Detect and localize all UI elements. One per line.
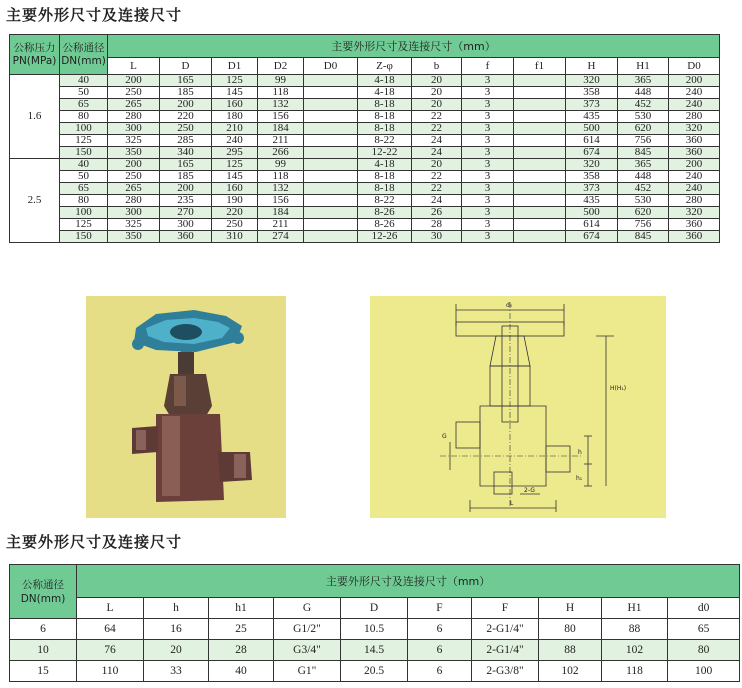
table-cell: 20: [412, 75, 462, 87]
table-cell: 200: [108, 159, 160, 171]
table-cell: 3: [462, 159, 514, 171]
table-cell: [304, 183, 358, 195]
table-cell: 50: [60, 87, 108, 99]
table-cell: 22: [412, 171, 462, 183]
table-cell: 530: [618, 195, 669, 207]
table-cell: 220: [212, 207, 258, 219]
table-cell: 8-26: [358, 219, 412, 231]
table-cell: 65: [668, 619, 740, 640]
table-cell: 280: [108, 111, 160, 123]
table-cell: 10: [10, 640, 77, 661]
table-cell: 118: [258, 87, 304, 99]
table-cell: 295: [212, 147, 258, 159]
table-cell: 4-18: [358, 159, 412, 171]
column-header: H1: [618, 58, 669, 75]
table-cell: 620: [618, 207, 669, 219]
label-hh1: H(H₁): [610, 385, 627, 392]
table-cell: 280: [108, 195, 160, 207]
table-cell: 10.5: [341, 619, 408, 640]
table-cell: 300: [160, 219, 212, 231]
table-cell: 20: [144, 640, 209, 661]
dimensions-table-threaded: [9, 564, 740, 682]
table-cell: 240: [669, 171, 720, 183]
valve-section-diagram: [370, 296, 666, 518]
table-row: [10, 99, 720, 111]
table-cell: 250: [108, 171, 160, 183]
column-header: F: [472, 598, 539, 619]
table-cell: 200: [108, 75, 160, 87]
table-cell: 76: [77, 640, 144, 661]
table-cell: 8-18: [358, 123, 412, 135]
table-cell: 50: [60, 171, 108, 183]
table-cell: 435: [566, 111, 618, 123]
table-cell: 452: [618, 183, 669, 195]
table-cell: [304, 99, 358, 111]
table-cell: 310: [212, 231, 258, 243]
table-cell: 3: [462, 99, 514, 111]
table-cell: 448: [618, 87, 669, 99]
table-cell: 845: [618, 231, 669, 243]
table-cell: 185: [160, 171, 212, 183]
column-header: f1: [514, 58, 566, 75]
label-l: L: [510, 500, 514, 507]
table-cell: 3: [462, 195, 514, 207]
group-header: 主要外形尺寸及连接尺寸（mm）: [108, 35, 720, 58]
table-cell: 274: [258, 231, 304, 243]
table-cell: 28: [412, 219, 462, 231]
table-cell: 80: [668, 640, 740, 661]
table-cell: 360: [669, 135, 720, 147]
table-cell: 365: [618, 159, 669, 171]
table-cell: 165: [160, 159, 212, 171]
table-cell: 16: [144, 619, 209, 640]
table-cell: 150: [60, 231, 108, 243]
table-cell: 530: [618, 111, 669, 123]
table-cell: 8-18: [358, 183, 412, 195]
table-row: [10, 75, 720, 87]
table-cell: 674: [566, 231, 618, 243]
table-cell: 22: [412, 183, 462, 195]
table-cell: 756: [618, 135, 669, 147]
table-cell: 614: [566, 219, 618, 231]
table-cell: [304, 159, 358, 171]
table-cell: 3: [462, 87, 514, 99]
table-cell: 65: [60, 183, 108, 195]
table-cell: 30: [412, 231, 462, 243]
table-cell: 8-26: [358, 207, 412, 219]
table-cell: 132: [258, 99, 304, 111]
table-cell: 220: [160, 111, 212, 123]
table-cell: 80: [60, 111, 108, 123]
column-header: D2: [258, 58, 304, 75]
table-cell: 40: [60, 159, 108, 171]
column-header: d0: [668, 598, 740, 619]
column-header: L: [77, 598, 144, 619]
table-cell: [304, 123, 358, 135]
table-cell: 40: [209, 661, 274, 682]
table-cell: [514, 135, 566, 147]
column-header: D: [160, 58, 212, 75]
column-header: h1: [209, 598, 274, 619]
table-row: [10, 111, 720, 123]
table-cell: 125: [60, 135, 108, 147]
table-cell: 620: [618, 123, 669, 135]
table-cell: [514, 147, 566, 159]
table-cell: 350: [108, 147, 160, 159]
table-cell: [304, 219, 358, 231]
table-cell: [304, 231, 358, 243]
table-cell: 118: [258, 171, 304, 183]
table-cell: 150: [60, 147, 108, 159]
table-cell: 125: [60, 219, 108, 231]
table-cell: [514, 111, 566, 123]
table-cell: 2-G1/4": [472, 619, 539, 640]
table-cell: [304, 111, 358, 123]
table-cell: 200: [160, 99, 212, 111]
table-cell: 358: [566, 171, 618, 183]
table-cell: 26: [412, 207, 462, 219]
table-cell: 28: [209, 640, 274, 661]
table-cell: [514, 207, 566, 219]
table-cell: 270: [160, 207, 212, 219]
table-cell: 102: [539, 661, 602, 682]
table-cell: 22: [412, 111, 462, 123]
table-cell: 100: [60, 207, 108, 219]
table-cell: [304, 75, 358, 87]
column-header: D1: [212, 58, 258, 75]
table-cell: 211: [258, 219, 304, 231]
table-cell: 452: [618, 99, 669, 111]
table-cell: [514, 231, 566, 243]
table-cell: G1": [274, 661, 341, 682]
table-cell: 325: [108, 219, 160, 231]
pn-header: 公称压力 PN(MPa): [10, 35, 60, 75]
label-d0: d₀: [506, 302, 513, 309]
table-cell: 20: [412, 99, 462, 111]
table-cell: 6: [10, 619, 77, 640]
table-cell: 360: [669, 219, 720, 231]
table-cell: 180: [212, 111, 258, 123]
table-row: [10, 640, 740, 661]
table-cell: [304, 135, 358, 147]
column-header: D: [341, 598, 408, 619]
table-cell: 8-22: [358, 135, 412, 147]
table-cell: [514, 123, 566, 135]
column-header: b: [412, 58, 462, 75]
table-cell: [514, 183, 566, 195]
table-cell: [304, 171, 358, 183]
table-cell: 20.5: [341, 661, 408, 682]
column-header: H: [539, 598, 602, 619]
table-cell: 3: [462, 183, 514, 195]
table-row: [10, 135, 720, 147]
column-header: H1: [602, 598, 668, 619]
table-cell: G3/4": [274, 640, 341, 661]
table-cell: 3: [462, 147, 514, 159]
table-cell: 4-18: [358, 75, 412, 87]
table-cell: 8-18: [358, 171, 412, 183]
table-cell: 6: [408, 640, 472, 661]
table-cell: 8-22: [358, 195, 412, 207]
table-cell: 235: [160, 195, 212, 207]
table-cell: 8-18: [358, 111, 412, 123]
table-cell: 2-G3/8": [472, 661, 539, 682]
table-cell: 358: [566, 87, 618, 99]
column-header: G: [274, 598, 341, 619]
table-cell: 33: [144, 661, 209, 682]
table-cell: [514, 195, 566, 207]
table-cell: 156: [258, 111, 304, 123]
table-cell: 320: [669, 123, 720, 135]
table-cell: 12-26: [358, 231, 412, 243]
section2-title: 主要外形尺寸及连接尺寸: [6, 533, 183, 551]
table-row: [10, 171, 720, 183]
table-cell: 4-18: [358, 87, 412, 99]
table-cell: 64: [77, 619, 144, 640]
table-row: [10, 87, 720, 99]
table-cell: [514, 219, 566, 231]
column-header: f: [462, 58, 514, 75]
table-cell: 100: [60, 123, 108, 135]
table-cell: 80: [539, 619, 602, 640]
table-cell: 184: [258, 207, 304, 219]
table-cell: 160: [212, 99, 258, 111]
table-cell: 14.5: [341, 640, 408, 661]
table-cell: [514, 159, 566, 171]
table-cell: 132: [258, 183, 304, 195]
table-cell: 125: [212, 159, 258, 171]
table-row: [10, 619, 740, 640]
table-row: [10, 183, 720, 195]
table-cell: 360: [669, 231, 720, 243]
table-cell: 165: [160, 75, 212, 87]
table-cell: 3: [462, 123, 514, 135]
table-cell: 756: [618, 219, 669, 231]
label-2g: 2-G: [524, 487, 535, 494]
table-cell: 845: [618, 147, 669, 159]
table-cell: 320: [566, 159, 618, 171]
table-cell: 3: [462, 207, 514, 219]
table-cell: 24: [412, 135, 462, 147]
table-cell: 80: [60, 195, 108, 207]
column-header: L: [108, 58, 160, 75]
table-cell: 240: [669, 87, 720, 99]
table-cell: 285: [160, 135, 212, 147]
table-cell: 280: [669, 111, 720, 123]
table-row: [10, 147, 720, 159]
table-cell: [514, 171, 566, 183]
needle-valve-image: [86, 296, 286, 518]
table-cell: 12-22: [358, 147, 412, 159]
table-cell: 250: [212, 219, 258, 231]
table-cell: 145: [212, 171, 258, 183]
section1-title: 主要外形尺寸及连接尺寸: [6, 6, 183, 24]
table-cell: 300: [108, 123, 160, 135]
table-row: [10, 661, 740, 682]
table-cell: 99: [258, 75, 304, 87]
table-cell: 250: [160, 123, 212, 135]
column-header: D0: [669, 58, 720, 75]
pressure-cell: 1.6: [10, 75, 60, 159]
table-cell: [514, 75, 566, 87]
table-cell: 88: [539, 640, 602, 661]
table-cell: 20: [412, 87, 462, 99]
table-cell: 156: [258, 195, 304, 207]
table-cell: 110: [77, 661, 144, 682]
table-cell: 3: [462, 171, 514, 183]
table-cell: 360: [160, 231, 212, 243]
label-g: G: [442, 433, 447, 440]
table-row: [10, 123, 720, 135]
label-h: h: [578, 449, 582, 456]
column-header: F: [408, 598, 472, 619]
table-cell: 3: [462, 231, 514, 243]
table-cell: 674: [566, 147, 618, 159]
table-cell: 373: [566, 183, 618, 195]
table-cell: 24: [412, 147, 462, 159]
table-cell: 240: [669, 99, 720, 111]
table-row: [10, 195, 720, 207]
table-cell: 211: [258, 135, 304, 147]
table-cell: 3: [462, 135, 514, 147]
table-cell: 8-18: [358, 99, 412, 111]
table-cell: 300: [108, 207, 160, 219]
table-cell: 240: [669, 183, 720, 195]
table-cell: 6: [408, 619, 472, 640]
table-cell: 200: [160, 183, 212, 195]
table-cell: [514, 99, 566, 111]
table-row: [10, 219, 720, 231]
table-cell: 265: [108, 183, 160, 195]
table-cell: 325: [108, 135, 160, 147]
table-cell: 99: [258, 159, 304, 171]
table-cell: 265: [108, 99, 160, 111]
valve-drawing: [370, 296, 666, 518]
table-cell: 20: [412, 159, 462, 171]
dn-header: 公称通径 DN(mm): [60, 35, 108, 75]
table-cell: 125: [212, 75, 258, 87]
table-cell: 22: [412, 123, 462, 135]
column-header: h: [144, 598, 209, 619]
table-cell: 448: [618, 171, 669, 183]
table-cell: 250: [108, 87, 160, 99]
table-row: [10, 207, 720, 219]
table-cell: 190: [212, 195, 258, 207]
table-row: [10, 231, 720, 243]
table-cell: G1/2": [274, 619, 341, 640]
table-cell: 350: [108, 231, 160, 243]
table-cell: 102: [602, 640, 668, 661]
table-cell: 266: [258, 147, 304, 159]
table-cell: 200: [669, 159, 720, 171]
column-header: Z-φ: [358, 58, 412, 75]
label-h1: h₁: [576, 475, 583, 482]
table-cell: 88: [602, 619, 668, 640]
table-cell: 184: [258, 123, 304, 135]
table-row: [10, 159, 720, 171]
table-cell: 3: [462, 75, 514, 87]
table-cell: [304, 87, 358, 99]
table-cell: 24: [412, 195, 462, 207]
valve-photo: [86, 296, 286, 518]
pressure-cell: 2.5: [10, 159, 60, 243]
table-cell: 6: [408, 661, 472, 682]
table-cell: 65: [60, 99, 108, 111]
group-header: 主要外形尺寸及连接尺寸（mm）: [77, 565, 740, 598]
table-cell: 280: [669, 195, 720, 207]
table-cell: 200: [669, 75, 720, 87]
table-cell: 365: [618, 75, 669, 87]
table-cell: 210: [212, 123, 258, 135]
table-cell: [514, 87, 566, 99]
column-header: H: [566, 58, 618, 75]
table-cell: 500: [566, 123, 618, 135]
table-cell: 40: [60, 75, 108, 87]
table-cell: [304, 207, 358, 219]
table-cell: [304, 147, 358, 159]
table-cell: [304, 195, 358, 207]
table-cell: 500: [566, 207, 618, 219]
table-cell: 320: [669, 207, 720, 219]
table-cell: 240: [212, 135, 258, 147]
table-cell: 373: [566, 99, 618, 111]
column-header: D0: [304, 58, 358, 75]
table-cell: 145: [212, 87, 258, 99]
dimensions-table-pn: [9, 34, 720, 243]
table-cell: 15: [10, 661, 77, 682]
dn-header: 公称通径 DN(mm): [10, 565, 77, 619]
table-cell: 320: [566, 75, 618, 87]
table-cell: 340: [160, 147, 212, 159]
table-cell: 25: [209, 619, 274, 640]
table-cell: 360: [669, 147, 720, 159]
table-cell: 3: [462, 219, 514, 231]
table-cell: 435: [566, 195, 618, 207]
table-cell: 100: [668, 661, 740, 682]
table-cell: 3: [462, 111, 514, 123]
table-cell: 2-G1/4": [472, 640, 539, 661]
table-cell: 614: [566, 135, 618, 147]
table-cell: 160: [212, 183, 258, 195]
table-cell: 118: [602, 661, 668, 682]
table-cell: 185: [160, 87, 212, 99]
